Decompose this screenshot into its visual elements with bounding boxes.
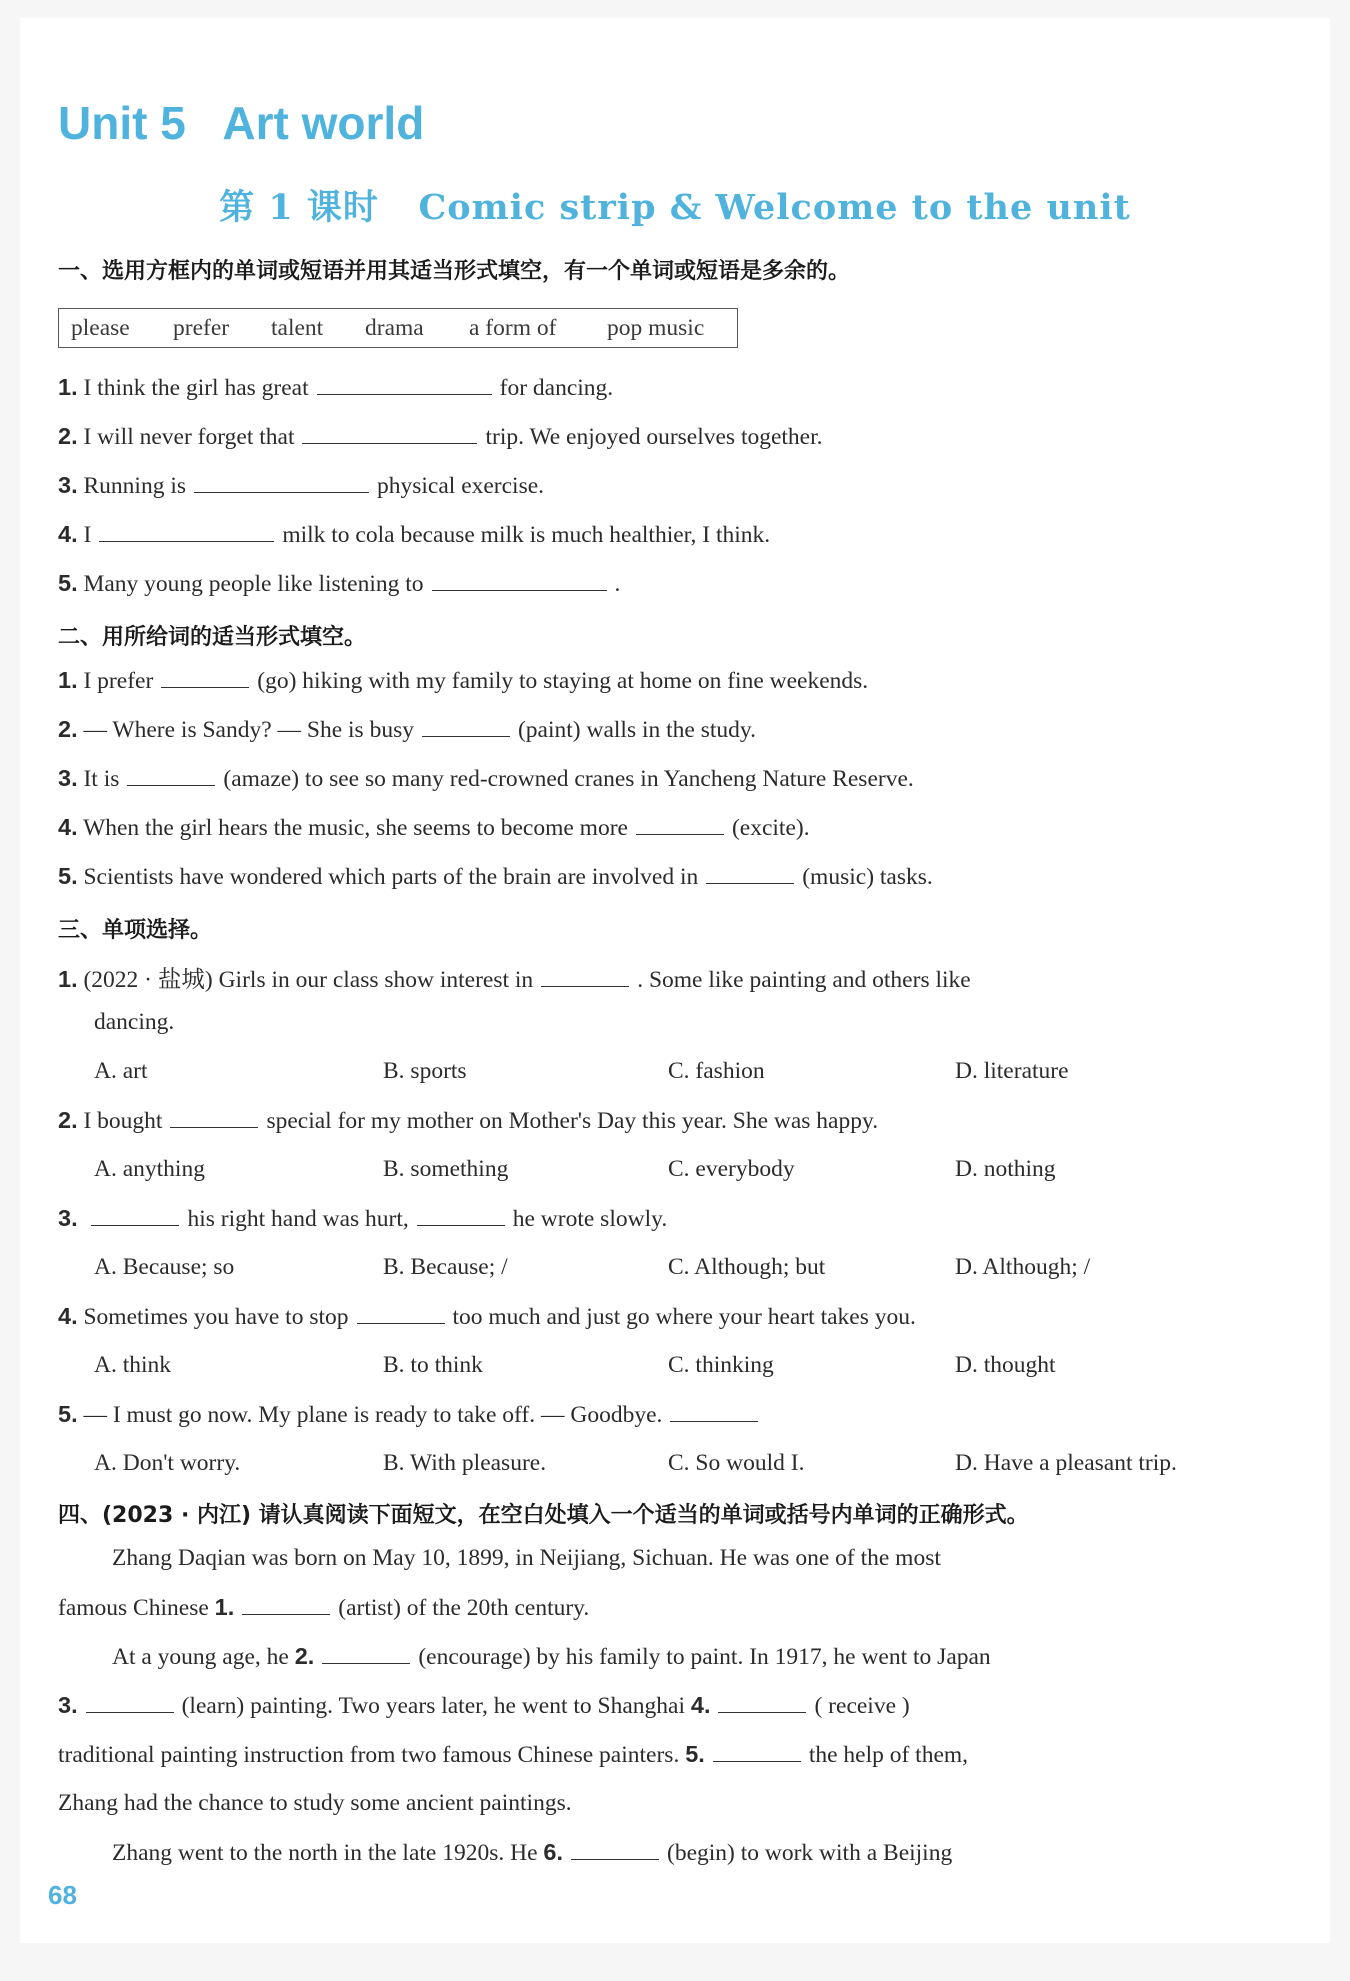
s1-item-4: 4. I milk to cola because milk is much healthier, I think.: [58, 521, 771, 548]
option-a[interactable]: A. art: [94, 1058, 148, 1084]
s2-item-5: 5. Scientists have wondered which parts of the brain are involved in (music) tasks.: [58, 863, 933, 890]
unit-title: Unit 5 Art world: [58, 97, 425, 149]
option-b[interactable]: B. something: [383, 1156, 509, 1182]
word-box: [58, 308, 738, 348]
answer-blank[interactable]: [718, 1692, 806, 1713]
answer-blank[interactable]: [302, 423, 477, 444]
answer-blank[interactable]: [91, 1205, 179, 1226]
s3-question-1-cont: dancing.: [94, 1009, 175, 1035]
lesson-title: 第 1 课时 Comic strip & Welcome to the unit: [219, 187, 1131, 228]
option-c[interactable]: C. thinking: [668, 1352, 774, 1378]
passage-line: traditional painting instruction from two famous Chinese painters. 5. the help of them,: [58, 1741, 969, 1768]
option-d[interactable]: D. thought: [955, 1352, 1056, 1378]
answer-blank[interactable]: [161, 667, 249, 688]
option-d[interactable]: D. Although; /: [955, 1254, 1091, 1280]
worksheet-page: [20, 18, 1330, 1943]
word-box-item: please: [71, 315, 130, 341]
s2-item-4: 4. When the girl hears the music, she seems to become more (excite).: [58, 814, 810, 841]
answer-blank[interactable]: [636, 814, 724, 835]
option-a[interactable]: A. anything: [94, 1156, 205, 1182]
answer-blank[interactable]: [322, 1643, 410, 1664]
passage-line: Zhang went to the north in the late 1920s. He 6. (begin) to work with a Beijing: [112, 1839, 953, 1866]
option-b[interactable]: B. With pleasure.: [383, 1450, 547, 1476]
section-2-heading: 二、用所给词的适当形式填空。: [58, 625, 367, 650]
answer-blank[interactable]: [541, 966, 629, 987]
answer-blank[interactable]: [194, 472, 369, 493]
answer-blank[interactable]: [86, 1692, 174, 1713]
passage-line: 3. (learn) painting. Two years later, he went to Shanghai 4. ( receive ): [58, 1692, 910, 1719]
answer-blank[interactable]: [170, 1107, 258, 1128]
option-d[interactable]: D. literature: [955, 1058, 1069, 1084]
word-box-item: pop music: [607, 315, 705, 341]
option-a[interactable]: A. Don't worry.: [94, 1450, 241, 1476]
section-3-heading: 三、单项选择。: [58, 918, 213, 943]
word-box-item: prefer: [173, 315, 230, 341]
word-box-item: a form of: [469, 315, 557, 341]
passage-line: famous Chinese 1. (artist) of the 20th century.: [58, 1594, 590, 1621]
answer-blank[interactable]: [670, 1401, 758, 1422]
option-c[interactable]: C. everybody: [668, 1156, 795, 1182]
section-1-heading: 一、选用方框内的单词或短语并用其适当形式填空，有一个单词或短语是多余的。: [58, 259, 851, 284]
s1-item-5: 5. Many young people like listening to .: [58, 570, 621, 597]
answer-blank[interactable]: [432, 570, 607, 591]
answer-blank[interactable]: [422, 716, 510, 737]
option-b[interactable]: B. to think: [383, 1352, 483, 1378]
passage-line: At a young age, he 2. (encourage) by his family to paint. In 1917, he went to Japan: [112, 1643, 991, 1670]
passage-line: Zhang had the chance to study some ancient paintings.: [58, 1790, 572, 1816]
s1-item-3: 3. Running is physical exercise.: [58, 472, 545, 499]
s3-question-4: 4. Sometimes you have to stop too much and just go where your heart takes you.: [58, 1303, 916, 1330]
s2-item-2: 2. — Where is Sandy? — She is busy (paint) walls in the study.: [58, 716, 756, 743]
section-4-heading: 四、(2023 · 内江) 请认真阅读下面短文，在空白处填入一个适当的单词或括号内单词的正确形式。: [58, 1503, 1029, 1528]
word-box-item: drama: [365, 315, 424, 341]
option-d[interactable]: D. nothing: [955, 1156, 1056, 1182]
word-box-item: talent: [271, 315, 324, 341]
answer-blank[interactable]: [317, 374, 492, 395]
answer-blank[interactable]: [242, 1594, 330, 1615]
option-c[interactable]: C. So would I.: [668, 1450, 805, 1476]
s2-item-1: 1. I prefer (go) hiking with my family to staying at home on fine weekends.: [58, 667, 869, 694]
option-b[interactable]: B. sports: [383, 1058, 467, 1084]
s3-question-5: 5. — I must go now. My plane is ready to take off. — Goodbye.: [58, 1401, 766, 1429]
option-a[interactable]: A. think: [94, 1352, 172, 1378]
s3-question-1: 1. (2022 · 盐城) Girls in our class show interest in . Some like painting and others like: [58, 966, 971, 993]
answer-blank[interactable]: [99, 521, 274, 542]
s3-question-3: 3. his right hand was hurt, he wrote slowly.: [58, 1205, 668, 1232]
answer-blank[interactable]: [713, 1741, 801, 1762]
s1-item-1: 1. I think the girl has great for dancing.: [58, 374, 614, 401]
s2-item-3: 3. It is (amaze) to see so many red-crowned cranes in Yancheng Nature Reserve.: [58, 765, 914, 792]
option-c[interactable]: C. fashion: [668, 1058, 765, 1084]
s3-question-2: 2. I bought special for my mother on Mother's Day this year. She was happy.: [58, 1107, 879, 1134]
option-c[interactable]: C. Although; but: [668, 1254, 826, 1280]
answer-blank[interactable]: [417, 1205, 505, 1226]
s1-item-2: 2. I will never forget that trip. We enjoyed ourselves together.: [58, 423, 823, 450]
option-d[interactable]: D. Have a pleasant trip.: [955, 1450, 1177, 1476]
page-number: 68: [48, 1880, 77, 1910]
passage-line: Zhang Daqian was born on May 10, 1899, in Neijiang, Sichuan. He was one of the most: [112, 1545, 941, 1571]
answer-blank[interactable]: [357, 1303, 445, 1324]
option-b[interactable]: B. Because; /: [383, 1254, 508, 1280]
answer-blank[interactable]: [571, 1839, 659, 1860]
answer-blank[interactable]: [706, 863, 794, 884]
answer-blank[interactable]: [127, 765, 215, 786]
option-a[interactable]: A. Because; so: [94, 1254, 235, 1280]
